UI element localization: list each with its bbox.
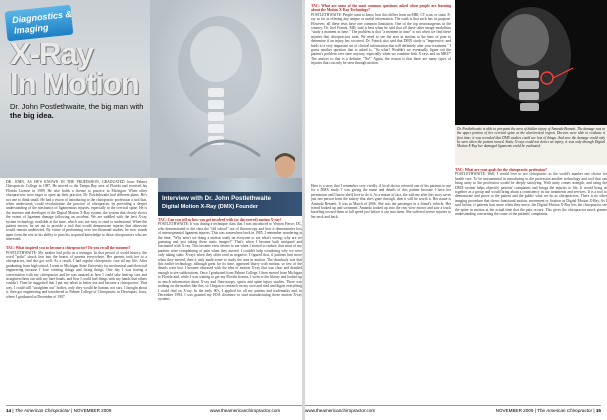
section-tag-line1: Diagnostics & [11, 8, 73, 26]
interview-photo-strip [158, 178, 302, 192]
right-footer-url: www.theamericanchiropractor.com [305, 408, 376, 413]
left-page [0, 0, 302, 420]
question-3: TAC: What are some of the most common questions asked when people are learning about the Motion X-Ray Technology? [311, 4, 451, 13]
article-title-line1: X-Ray [10, 36, 93, 71]
right-footer: NOVEMBER 2009 | The American Chiropractor | 15 [495, 408, 601, 413]
interview-banner [158, 192, 302, 216]
interview-title: Interview with Dr. John Postlethwaite [162, 195, 271, 202]
left-footer: 14 | The American Chiropractor | NOVEMBER 2009 [6, 408, 112, 413]
right-page [305, 0, 607, 420]
right-column-body [311, 4, 451, 182]
right-lower-column-body [311, 184, 451, 404]
image-caption: Dr. Postlethwaite is able to pin-point the area of hidden injury of Amanda Bennett. The damage was in the upper portion of her cervical spine at the alar/vertical region. Doctors were able to evaluate it first time; it was revealed that DMX studies could see lots of things. And now the damage could only be seen when the patient moved. Static X-rays could not detect an injury; it was only through Digital Motion X-Ray her damaged ligaments could be evaluated. [457, 127, 605, 149]
answer-1: POSTLETHWAITE: My mother had polio as a teenager. In that period of world history, the word "polio" struck fear into the hearts of parents everywhere. Her parents took her to a chiropractor, and she got well. As a result, I had regular chiropractic care all my life. After graduating from high school, I went to Michigan State University for mechanical and electrical engineering because I love creating things and fixing things. One day I was having a conversation with my chiropractor and he was amazed at how I could take heat-up cars and straighten them out with my bare hands, and how I could fuel things with my hands that others couldn't. Then he suggested that I put my talent to better use and become a chiropractor. That way, I could still "straighten out" bodies, only they would be human, not cars. I thought about it, then got engineering and transferred to Palmer College of Chiropractic in Davenport, Iowa, where I graduated in December of 1987. [6, 250, 147, 299]
answer-4: POSTLETHWAITE: Well, I would love to see chiropractic as the world's number one choice for health care. To be instrumental in introducing to the profession another technology and tool that can bring unity to the profession would be deeply satisfying. With unity comes strength, and using the DMX system helps objectify patients' complaints and brings the injuries to life. It would bring us together as a group and would bring about a consistency in our treatments and services. It is a tool to demonstrate and prove to the patient and the public what we do as chiropractors. There is no other imaging procedure that shows functional motion, movement or fixation as Digital Motion X-Ray. As I said before, if patients hurt more when they move, the Digital Motion X-Ray lets the chiropractor see the spine in motion at the actual time that the pain occurs. This gives the chiropractor much greater understanding concerning the cause of the patients' complaints. [455, 172, 607, 217]
image-caption-box [455, 125, 607, 165]
section-tag-line2: Imaging [13, 22, 49, 36]
question-2: TAC: Can you tell us how you got involved with (or discovered) motion X-ray? [158, 218, 282, 222]
question-1: TAC: What inspired you to become a chiropractor? Do you recall the moment? [6, 246, 131, 251]
footer-rule [6, 405, 302, 406]
intro-paragraph: DR. JOHN, AS HE'S KNOWN IN THE PROFESSION, GRADUATED from Palmer Chiropractic College in 1987. He moved to the Tampa Bay area of Florida and received his Florida License in 1989. He also holds a license to practice in Michigan. When other chiropractors were eager to open up their practice, Dr. Postlethwaite had different plans. He's not one to think small. He had a vision of introducing to the chiropractic profession a tool that, when understood, could revolutionize the practice of chiropractic by providing a deeper understanding of the mechanics of ligamentous injuries, especially to the cervical spine. He is the inventor and developer of the Digital Motion X-Ray system, the system that clearly shows the extent of ligament damage following an accident. We are saddled with the best X-ray system technology available at the time, which was not easy to read or understand. When the patient moves, he set out to provide a tool that would demonstrate injuries that otherwise would remain undetected. By virtue of performing over ten thousand studies, he now stands apart from the rest in his ability to pass his acquired knowledge to those chiropractors who are interested. [6, 180, 147, 242]
answer-5: Here is a story that I remember very vividly. A local doctor referred one of his patients to me for a DMX study. I was giving the name and details of this patient because I have her permission and I know she'd love to do it. As a matter of fact, she told me after this story saves just one person from the misery that she's gone through, then it will be worth it. Her name is Amanda Bennett. It was in March of 2006. She was the passenger in a friend's vehicle. Her friend looked up and screamed. Amanda looked up into the rear view mirror and saw a truck barreling toward them at full speed just before it ran into them. She suffered severe injuries to her neck and back. [311, 184, 451, 219]
left-column-body [6, 180, 147, 400]
article-subtitle: Dr. John Postlethwaite, the big man with the big idea. [10, 102, 144, 120]
xray-scan-image [455, 0, 607, 125]
article-title-line2: In Motion [10, 66, 139, 101]
right-second-column-body [455, 168, 607, 403]
answer-2: POSTLETHWAITE: It was during a technique class that I was introduced to Vernon Pierce, DC, who demonstrated to the class the "old school" use of fluoroscopy and how it demonstrates loss of intersegmental ligament injuries. This was somewhere back in 1985. I remember wondering at the time, "Why aren't we doing a motion study on everyone to see what's wrong; why are we guessing and just taking these static images?" That's when I became both intrigued and fascinated with X-ray. This became even clearer to me when I started to realize, that most of my patients were complaining of pain when they moved. I couldn't help wondering why we were only taking static X-rays when they often read as negative. I figured that, if patients hurt more when they moved, then it only made sense to study the area in motion. The drawback was that this earlier technology, although great for its time, appeared blurry with motion, so few of the details were lost. I became obsessed with the idea of motion X-ray that was clear and detailed enough to see subluxations. Once I graduated from Palmer College, I then moved from Michigan to Florida and, while I was waiting to get my Florida license, I went to the library and looked up as much information about X-ray and fluoroscopy, sports and spine injury studies. There was nothing on the market like this, so I began to research on my own and read and digest everything I could find on X-ray. In the early 90's, I applied for all my patents and trademarks and, in December 1994, I was granted my FDA clearance to start manufacturing these motion X-ray systems. [158, 222, 302, 302]
interview-subtitle: Digital Motion X-Ray (DMX) Founder [162, 204, 259, 210]
answer-3: POSTLETHWAITE: People want to know how this differs from an MRI, CT scan, or static X-ray as far as offering any unique or useful information. The truth is that each has its purpose. However, all these tests have one common limitation. One of the top neurosurgeons in the country, Dr. Joel Franck, MD, said it best when he said that all these other image modalities "study a moment in time." The problem is that "a moment in time" is not when we find these injuries that chiropractors treat. We need to see the area in motion at the time of pain to determine if an injury has occurred. Dr. Franck also said that DMX study is "impressive, and leads to a very important set of clinical information that will definitely alter your treatment." I guess another question that is asked is, "So what? Wouldn't we eventually figure out the patient's problem over time anyway, especially when we combine both X-rays and an MRI?" The answer to that is a definite, "No!" Again, the reason is that there are many types of injuries that can only be seen through motion. [311, 12, 451, 66]
left-footer-url: www.theamericanchiropractor.com [210, 408, 281, 413]
footer-rule [305, 405, 601, 406]
left-second-column-body [158, 218, 302, 400]
question-4: TAC: What are your goals for the chiropractic profession? [455, 168, 547, 172]
